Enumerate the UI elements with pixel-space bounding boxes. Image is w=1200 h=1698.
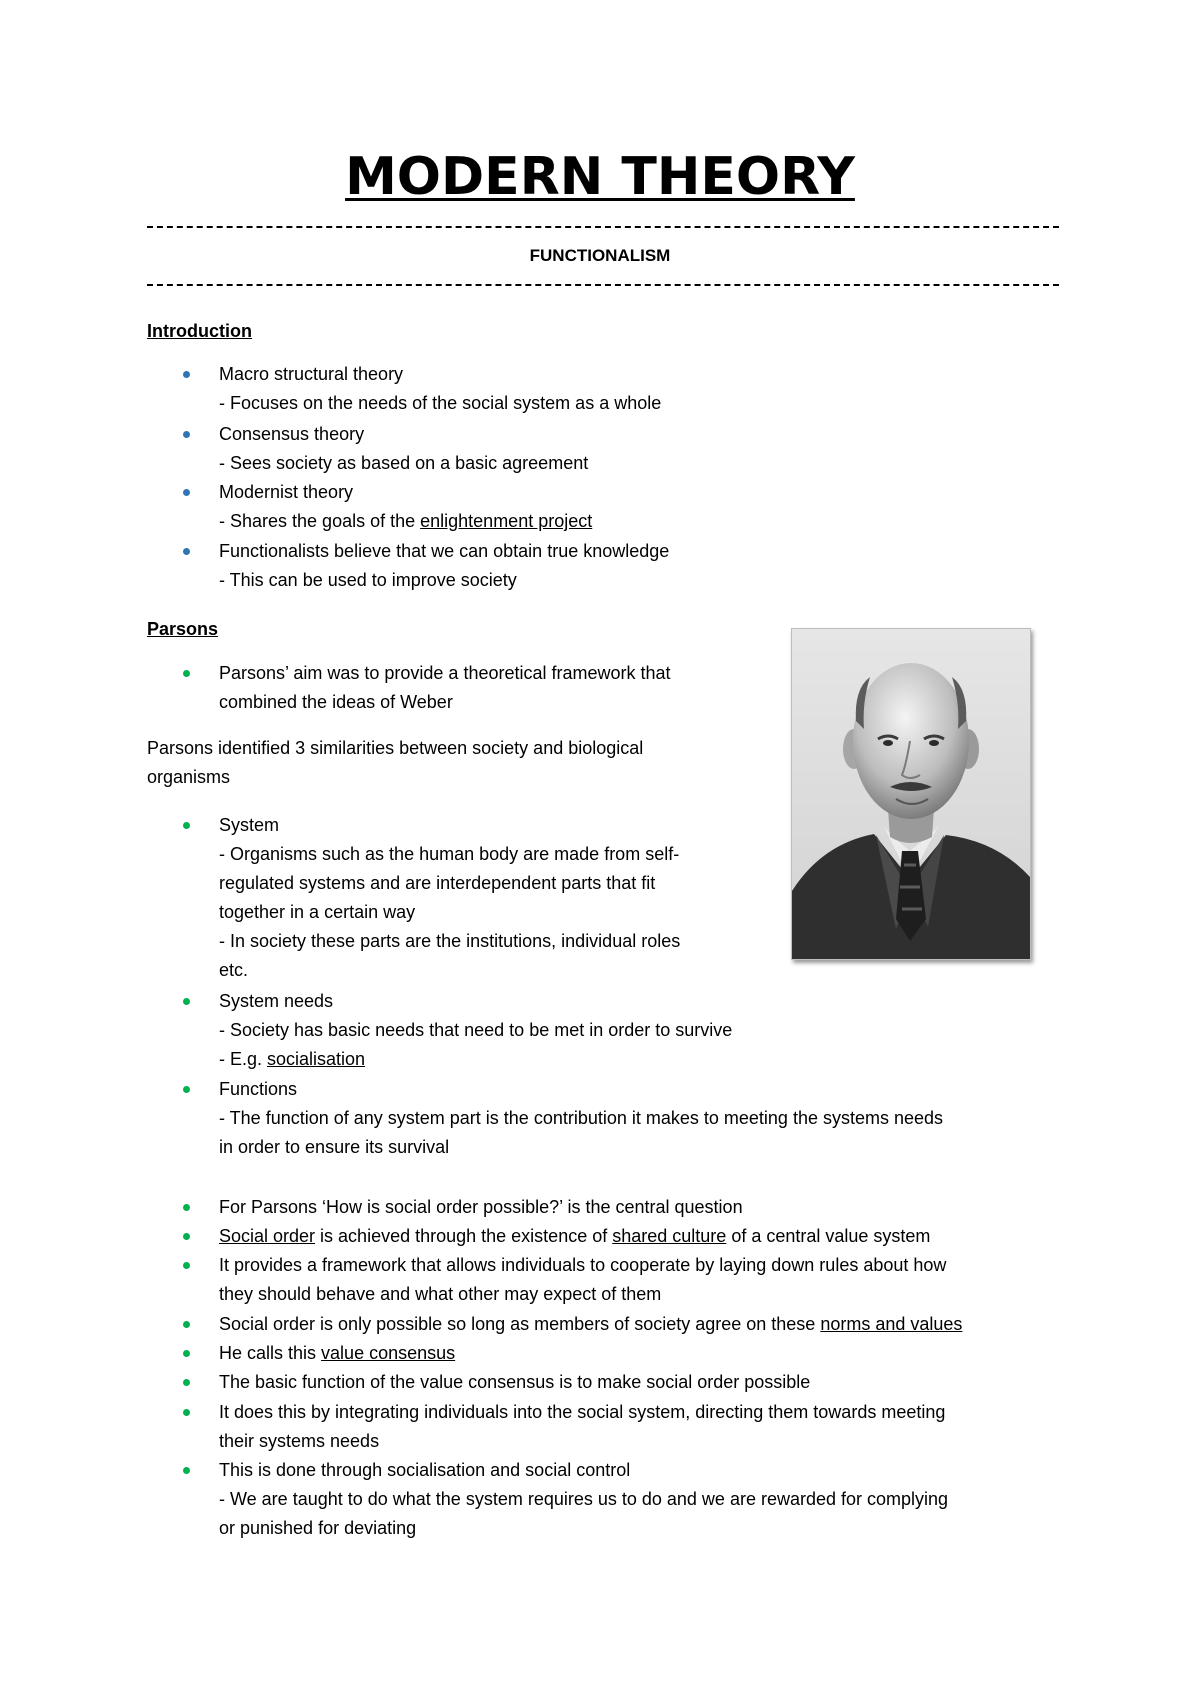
page-title: MODERN THEORY — [345, 147, 855, 207]
parsons-portrait-photo — [791, 628, 1031, 960]
list-item: Consensus theory - Sees society as based on a basic agreement — [219, 420, 588, 478]
list-item: Modernist theory - Shares the goals of the enlightenment project — [219, 478, 592, 536]
list-item: It provides a framework that allows individuals to cooperate by laying down rules about how they should behave and what other may expect of them — [219, 1251, 946, 1309]
parsons-heading: Parsons — [147, 619, 219, 639]
norms-and-values-link: norms and values — [820, 1314, 963, 1334]
list-item: System - Organisms such as the human body are made from self- regulated systems and are interdependent parts that fit together in a certain way - In society these parts are the institutions, individual roles etc. — [219, 811, 680, 985]
bullet-icon — [183, 1086, 190, 1093]
bullet-icon — [183, 548, 190, 555]
divider-bottom — [147, 284, 1059, 286]
section-subtitle: FUNCTIONALISM — [529, 246, 671, 265]
bullet-icon — [183, 489, 190, 496]
bullet-icon — [183, 1409, 190, 1416]
bullet-icon — [183, 1233, 190, 1240]
bullet-icon — [183, 371, 190, 378]
socialisation-link: socialisation — [267, 1049, 366, 1069]
list-item: Social order is achieved through the existence of shared culture of a central value system — [219, 1222, 930, 1251]
list-item: Macro structural theory - Focuses on the needs of the social system as a whole — [219, 360, 661, 418]
list-item: For Parsons ‘How is social order possible?’ is the central question — [219, 1193, 743, 1222]
bullet-icon — [183, 1379, 190, 1386]
bullet-icon — [183, 1350, 190, 1357]
enlightenment-project-link: enlightenment project — [420, 511, 593, 531]
list-item: Parsons’ aim was to provide a theoretical framework that combined the ideas of Weber — [219, 659, 671, 717]
bullet-icon — [183, 998, 190, 1005]
list-item: Functionalists believe that we can obtain true knowledge - This can be used to improve society — [219, 537, 669, 595]
list-item: He calls this value consensus — [219, 1339, 455, 1368]
portrait-illustration — [792, 629, 1030, 959]
bullet-icon — [183, 1467, 190, 1474]
value-consensus-link: value consensus — [321, 1343, 456, 1363]
social-order-link: Social order — [219, 1226, 316, 1246]
list-item: The basic function of the value consensus is to make social order possible — [219, 1368, 810, 1397]
bullet-icon — [183, 1321, 190, 1328]
introduction-heading: Introduction — [147, 321, 252, 341]
list-item: Functions - The function of any system part is the contribution it makes to meeting the systems needs in order to ensure its survival — [219, 1075, 943, 1162]
bullet-icon — [183, 431, 190, 438]
shared-culture-link: shared culture — [612, 1226, 727, 1246]
similarities-paragraph: Parsons identified 3 similarities between society and biological organisms — [147, 738, 644, 787]
bullet-icon — [183, 1204, 190, 1211]
divider-top — [147, 226, 1059, 228]
list-item: Social order is only possible so long as members of society agree on these norms and values — [219, 1310, 962, 1339]
list-item: It does this by integrating individuals into the social system, directing them towards meeting their systems needs — [219, 1398, 945, 1456]
list-item: System needs - Society has basic needs that need to be met in order to survive - E.g. socialisation — [219, 987, 732, 1074]
bullet-icon — [183, 822, 190, 829]
bullet-icon — [183, 670, 190, 677]
bullet-icon — [183, 1262, 190, 1269]
list-item: This is done through socialisation and social control - We are taught to do what the system requires us to do and we are rewarded for complying or punished for deviating — [219, 1456, 948, 1543]
